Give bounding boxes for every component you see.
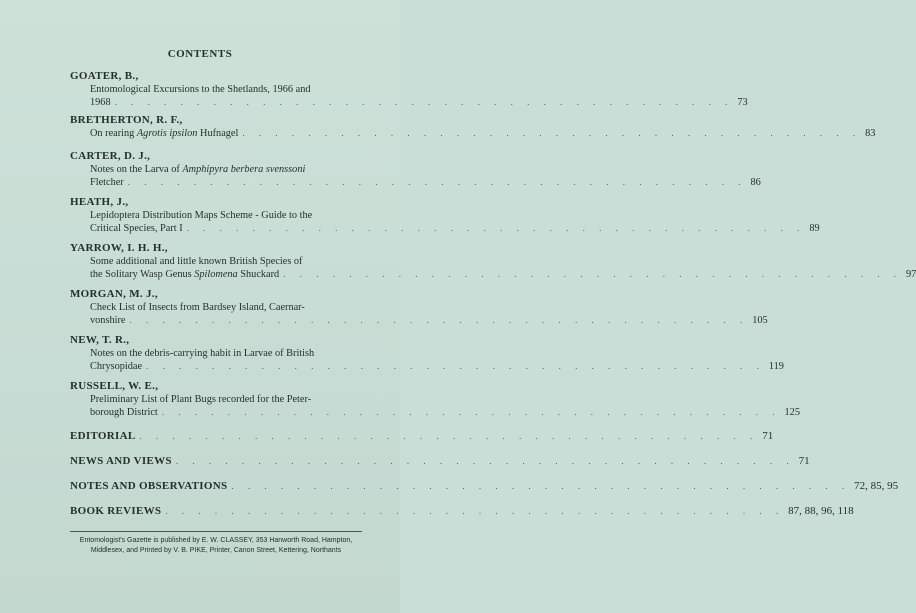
entry-page: 86 xyxy=(750,177,761,188)
entry-author: CARTER, D. J., xyxy=(70,150,151,162)
section-news-and-views xyxy=(70,455,810,468)
contents-entry xyxy=(70,114,876,140)
entry-title-line: Some additional and little known British Species of xyxy=(90,256,303,267)
contents-entry xyxy=(70,70,748,109)
dot-leader: . . . . . . . . . . . . . . . . . . . . . . . . . . . . . . . . . . . . . . xyxy=(283,269,902,279)
entry-page: 105 xyxy=(752,315,768,326)
entry-title-line: Lepidoptera Distribution Maps Scheme - Guide to the xyxy=(90,210,313,221)
entry-title-line: Fletcher xyxy=(90,177,124,188)
footer-line: Entomologist's Gazette is published by E. W. CLASSEY, 353 Hanworth Road, Hampton, xyxy=(79,537,353,544)
contents-entry xyxy=(70,150,761,189)
entry-title-line: Notes on the Larva of Amphipyra berbera svenssoni xyxy=(90,164,306,175)
entry-title-line: 1968 xyxy=(90,97,111,108)
entry-author: GOATER, B., xyxy=(70,70,139,82)
section-page: 87, 88, 96, 118 xyxy=(788,505,854,517)
entry-author: NEW, T. R., xyxy=(70,334,130,346)
dot-leader: . . . . . . . . . . . . . . . . . . . . . . . . . . . . . . . . . . . . . . xyxy=(127,177,747,187)
entry-page: 119 xyxy=(768,361,784,372)
entry-title-line: On rearing Agrotis ipsilon Hufnagel xyxy=(90,128,239,139)
section-book-reviews xyxy=(70,505,854,518)
footer-line: Middlesex, and Printed by V. B. PIKE, Printer, Canon Street, Kettering, Northants xyxy=(90,546,342,554)
contents-entry xyxy=(70,196,820,235)
entry-author: HEATH, J., xyxy=(70,196,129,208)
entry-page: 89 xyxy=(809,223,820,234)
entry-page: 73 xyxy=(737,97,748,108)
dot-leader: . . . . . . . . . . . . . . . . . . . . . . . . . . . . . . . . . . . . . . xyxy=(231,481,851,491)
dot-leader: . . . . . . . . . . . . . . . . . . . . . . . . . . . . . . . . . . . . . . xyxy=(161,407,781,417)
dot-leader: . . . . . . . . . . . . . . . . . . . . . . . . . . . . . . . . . . . . . . xyxy=(186,223,806,233)
publisher-footer xyxy=(70,536,362,555)
contents-entry xyxy=(70,288,768,327)
dot-leader: . . . . . . . . . . . . . . . . . . . . . . . . . . . . . . . . . . . . . . xyxy=(165,506,785,516)
dot-leader: . . . . . . . . . . . . . . . . . . . . . . . . . . . . . . . . . . . . . . xyxy=(139,431,759,441)
entry-title-line: borough District xyxy=(90,407,158,418)
section-page: 72, 85, 95 xyxy=(854,480,899,492)
contents-entry xyxy=(70,380,800,419)
section-title: EDITORIAL xyxy=(70,430,136,442)
entry-page: 125 xyxy=(784,407,800,418)
footer-divider xyxy=(70,531,362,532)
entry-title-line: Chrysopidae xyxy=(90,361,143,372)
section-page: 71 xyxy=(798,455,810,467)
dot-leader: . . . . . . . . . . . . . . . . . . . . . . . . . . . . . . . . . . . . . . xyxy=(242,128,862,138)
contents-entry xyxy=(70,334,784,373)
entry-author: RUSSELL, W. E., xyxy=(70,380,159,392)
entry-title-line: Critical Species, Part I xyxy=(90,223,183,234)
section-title: NOTES AND OBSERVATIONS xyxy=(70,480,228,492)
dot-leader: . . . . . . . . . . . . . . . . . . . . . . . . . . . . . . . . . . . . . . xyxy=(146,361,765,371)
dot-leader: . . . . . . . . . . . . . . . . . . . . . . . . . . . . . . . . . . . . . . xyxy=(114,97,734,107)
section-editorial xyxy=(70,430,774,443)
page-heading: CONTENTS xyxy=(167,48,233,60)
entry-title-line: Entomological Excursions to the Shetlands, 1966 and xyxy=(90,84,311,95)
dot-leader: . . . . . . . . . . . . . . . . . . . . . . . . . . . . . . . . . . . . . . xyxy=(175,456,795,466)
entry-page: 97 xyxy=(905,269,916,280)
section-notes-and-observations xyxy=(70,480,899,493)
section-title: BOOK REVIEWS xyxy=(70,505,162,517)
contents-entry xyxy=(70,242,916,281)
section-title: NEWS AND VIEWS xyxy=(70,455,172,467)
entry-author: YARROW, I. H. H., xyxy=(70,242,168,254)
entry-title-line: Check List of Insects from Bardsey Island, Caernar- xyxy=(90,302,305,313)
entry-author: BRETHERTON, R. F., xyxy=(70,114,183,126)
entry-title-line: vonshire xyxy=(90,315,126,326)
dot-leader: . . . . . . . . . . . . . . . . . . . . . . . . . . . . . . . . . . . . . . xyxy=(129,315,749,325)
entry-title-line: the Solitary Wasp Genus Spilomena Shuckard xyxy=(90,269,280,280)
section-page: 71 xyxy=(762,430,774,442)
entry-page: 83 xyxy=(865,128,876,139)
entry-author: MORGAN, M. J., xyxy=(70,288,158,300)
entry-title-line: Preliminary List of Plant Bugs recorded for the Peter- xyxy=(90,394,312,405)
entry-title-line: Notes on the debris-carrying habit in Larvae of British xyxy=(90,348,315,359)
